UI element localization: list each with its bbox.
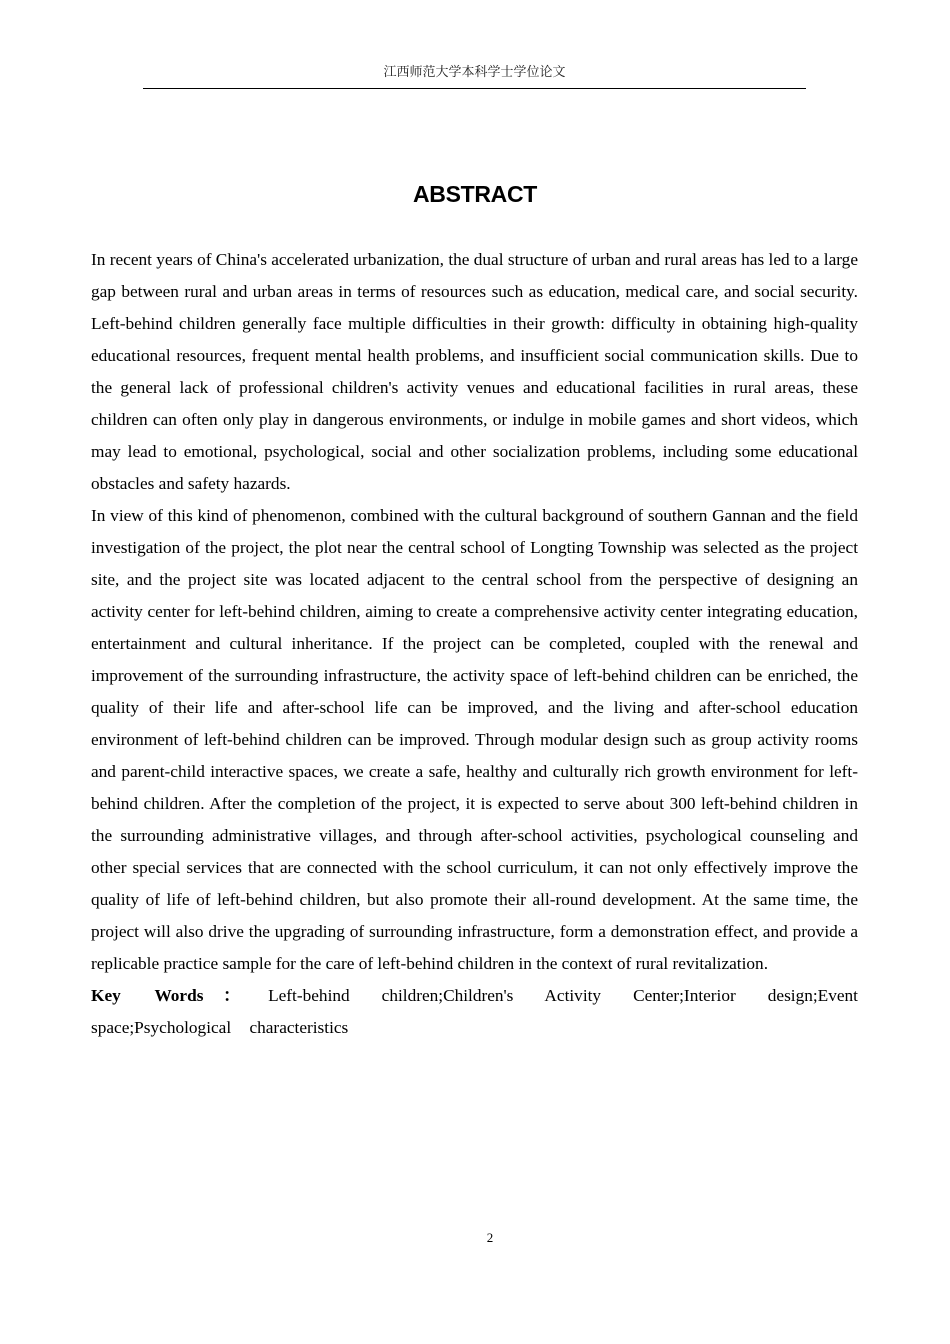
abstract-title: ABSTRACT: [412, 181, 538, 207]
keywords-line: [91, 980, 858, 1044]
keywords-text: Left-behind children;Children's Activity Center;Interior design;Event space;Psychological characteristics: [91, 986, 858, 1037]
running-header: 江西师范大学本科学士学位论文: [383, 65, 566, 80]
abstract-paragraph-2: In view of this kind of phenomenon, combined with the cultural background of southern Gannan and the field investigation of the project, the plot near the central school of Longting Township was selected as the project site, and the project site was located adjacent to the central school from the perspective of designing an activity center for left-behind children, aiming to create a comprehensive activity center integrating education, entertainment and cultural inheritance. If the project can be completed, coupled with the renewal and improvement of the surrounding infrastructure, the activity space of left-behind children can be enriched, the quality of their life and after-school life can be improved, and the living and after-school education environment of left-behind children can be improved. Through modular design such as group activity rooms and parent-child interactive spaces, we create a safe, healthy and culturally rich growth environment for left-behind children. After the completion of the project, it is expected to serve about 300 left-behind children in the surrounding administrative villages, and through after-school activities, psychological counseling and other special services that are connected with the school curriculum, it can not only effectively improve the quality of life of left-behind children, but also promote their all-round development. At the same time, the project will also drive the upgrading of surrounding infrastructure, form a demonstration effect, and provide a replicable practice sample for the care of left-behind children in the context of rural revitalization.: [91, 506, 858, 973]
page-number: 2: [486, 1230, 494, 1245]
abstract-body: [91, 244, 858, 1044]
keywords-label: Key Words: [91, 986, 204, 1005]
abstract-paragraph-1: In recent years of China's accelerated urbanization, the dual structure of urban and rural areas has led to a large gap between rural and urban areas in terms of resources such as education, medical care, and social security. Left-behind children generally face multiple difficulties in their growth: difficulty in obtaining high-quality educational resources, frequent mental health problems, and insufficient social communication skills. Due to the general lack of professional children's activity venues and educational facilities in rural areas, these children can often only play in dangerous environments, or indulge in mobile games and short videos, which may lead to emotional, psychological, social and other socialization problems, including some educational obstacles and safety hazards.: [91, 250, 858, 493]
header-rule: [143, 88, 806, 89]
keywords-colon: ：: [209, 986, 255, 1005]
